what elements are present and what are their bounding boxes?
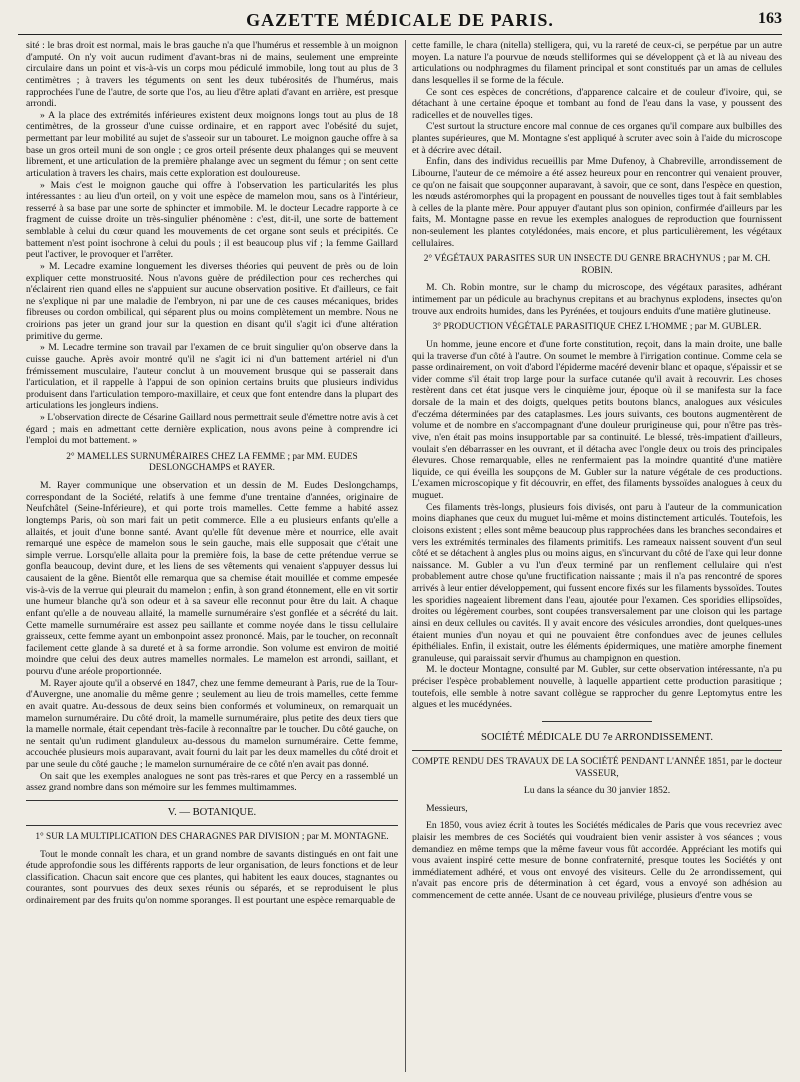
paragraph: C'est surtout la structure encore mal connue de ces organes qu'il compare aux bulbilles des plantes supérieures, que M. Montagne s'est appliqué à scruter avec soin à l'aide du microscope et à décrire avec détail.	[412, 121, 782, 156]
left-column	[26, 40, 398, 1076]
paragraph: » M. Lecadre termine son travail par l'examen de ce bruit singulier qu'on observe dans la cuisse gauche. Après avoir montré qu'il ne s'agit ici ni d'un battement artériel ni d'un frémissement musculaire, l'auteur conclut à un mouvement brusque qui se passerait dans l'articulation, et il rappelle à l'appui de son opinion certains bruits que plusieurs individus produisent dans l'articulation temporo-maxillaire, et ceux que font entendre dans la plupart des articulations les jongleurs indiens.	[26, 342, 398, 412]
page-header	[18, 8, 782, 34]
section-heading-chara: 1° SUR LA MULTIPLICATION DES CHARAGNES PAR DIVISION ; par M. MONTAGNE.	[35, 831, 389, 842]
section-heading-botanique: V. — BOTANIQUE.	[167, 806, 257, 818]
paragraph: M. Rayer communique une observation et un dessin de M. Eudes Deslongchamps, correspondant de la Société, relatifs à une femme d'une trentaine d'années, originaire de Neufchâtel (Seine-Inférieure), et qui porte trois mamelles. Cette femme a habité assez longtemps Paris, où son mari fait un petit commerce. Elle a eu plusieurs enfants qu'elle a allaités, et jouit d'une bonne santé. Avant qu'elle fût devenue mère et nourrice, elle avait remarqué une espèce de mamelon sous le sein gauche, mais elle supposait que c'était une simple verrue. Lorsqu'elle allaita pour la première fois, la base de cette prétendue verrue se gonfla beaucoup, devint dure, et les liens de ses vêtements qui venaient s'appuyer dessus lui causaient de la gêne. Bientôt elle remarqua que sa chemise était mouillée et comme empesée vis-à-vis de la verrue qui pleurait du mamelon ; enfin, à son grand étonnement, elle en vit sortir une humeur blanche qu'à son odeur et à sa saveur elle reconnut pour être du lait. A chaque enfant qu'elle a de nouveau allaité, la mamelle surnuméraire s'est gonflée et a sécrété du lait. Cette mamelle surnuméraire est assez peu saillante et comme noyée dans le tissu cellulaire graisseux, cette femme ayant un embonpoint assez prononcé. Mais, par le toucher, on reconnaît facilement cette glande à sa dureté et à sa forme arrondie. Son volume est environ de moitié moindre que celui des deux autres mamelles normales. Le mamelon est arrondi, saillant, et pourvu d'une aréole proportionnée.	[26, 480, 398, 678]
salutation: Messieurs,	[426, 802, 468, 814]
paragraph: Ce sont ces espèces de concrétions, d'apparence calcaire et de couleur d'ivoire, qui, se détachant à une certaine époque et tombant au fond de l'eau dans la vase, y poussent des radicelles et de nouvelles tiges.	[412, 86, 782, 121]
paragraph: M. Rayer ajoute qu'il a observé en 1847, chez une femme demeurant à Paris, rue de la Tour-d'Auvergne, une anomalie du même genre ; seulement au lieu de trois mamelles, cette femme en avait quatre. Au-dessous de deux seins bien conformés et volumineux, on remarquait un mamelon surnuméraire. Du côté droit, la mamelle surnuméraire, plus petite des deux tiers que la mamelle normale, était cependant très-facile à reconnaître par le toucher. Du côté gauche, on ne sentait qu'un rudiment glanduleux au-dessous du mamelon surnuméraire. Cette femme, accouchée plusieurs mois auparavant, avait fourni du lait par les deux mamelles du côté droit et par une seule du côté gauche ; le mamelon surnuméraire de ce côté n'en avait pas donné.	[26, 677, 398, 771]
paragraph: » L'observation directe de Césarine Gaillard nous permettrait seule d'émettre notre avis à cet égard ; mais en admettant cette dernière explication, nous avons peine à comprendre ici l'emploi du mot battement. »	[26, 412, 398, 447]
paragraph: Enfin, dans des individus recueillis par Mme Dufenoy, à Chabreville, arrondissement de Libourne, l'auteur de ce mémoire a été assez heureux pour en rencontrer qui venaient prouver, ce qu'on ne faisait que soupçonner auparavant, à savoir, que ce sont, dans l'espèce en question, les nœuds astéromorphes qui la propagent en poussant de nouvelles tiges tout à fait semblables à celles de la plante mère. Pour appuyer d'autant plus son opinion, confirmée d'ailleurs par les faits, M. Montagne passe en revue les exemples analogues de reproduction que fournissent non-seulement les plantes cotylédonées, mais encore, et plus particulièrement, les végétaux cellulaires.	[412, 156, 782, 249]
header-rule	[18, 34, 782, 35]
paragraph: M. le docteur Montagne, consulté par M. Gubler, sur cette observation intéressante, n'a pu préciser l'espèce probablement nouvelle, à laquelle appartient cette production parasitique ; toutefois, elle semble à notre savant collègue se rapprocher du genre Leptomytus entre les algues et les mucédynées.	[412, 664, 782, 711]
paragraph: cette famille, le chara (nitella) stelligera, qui, vu la rareté de ceux-ci, se perpétue par un autre moyen. La nature l'a pourvue de nœuds stelliformes qui se développent çà et là au niveau des articulations ou nodphragmes du filament principal et sont constitués par un amas de cellules dans lesquelles il se forme de la fécule.	[412, 40, 782, 86]
section-rule	[26, 800, 398, 801]
paragraph: On sait que les exemples analogues ne sont pas très-rares et que Percy en a rassemblé un assez grand nombre dans son mémoire sur les femmes multimammes.	[26, 770, 398, 794]
report-heading: COMPTE RENDU DES TRAVAUX DE LA SOCIÉTÉ PENDANT L'ANNÉE 1851, par le docteur VASSEUR,	[412, 756, 782, 779]
paragraph: » A la place des extrémités inférieures existent deux moignons longs tout au plus de 18 centimètres, de la grosseur d'une cuisse ordinaire, et en rapport avec l'obésité du sujet, permettant par leur mobilité au sujet de s'asseoir sur un tabouret. Le moignon gauche offre à sa base un gros orteil muni de son ongle ; ce gros orteil présente deux phalanges qui se meuvent librement, et une articulation de la première phalange avec un segment du fémur ; on sent cette articulation à travers les chairs, mais cette exploration est douloureuse.	[26, 109, 398, 179]
paragraph: Un homme, jeune encore et d'une forte constitution, reçoit, dans la main droite, une balle qui la traverse d'un côté à l'autre. On soumet le membre à l'irrigation continue. Comme cela se passe ordinairement, on voit d'abord l'épiderme macéré devenir blanc et opaque, s'épaissir et se vider comme s'il était trop large pour la surface cutanée qu'il avait à recouvrir. Les choses restèrent dans cet état jusque vers le cinquième jour, époque où il se manifesta sur la face dorsale de la main et des doigts, quelques petits boutons blancs, analogues aux vésicules d'eczéma déterminées par des cataplasmes. Les jours suivants, ces boutons augmentèrent de volume et de nombre en s'accompagnant d'une douleur prurigineuse qui, pour n'être pas très-vive, n'en était pas moins insupportable par sa continuité. Le blessé, très-impatient d'ailleurs, voulait s'en débarrasser en les ouvrant, et il détacha avec l'ongle deux ou trois des principales élevures. Chose remarquable, elles ne renfermaient pas la moindre quantité d'une matière liquide, ce qui éveilla les soupçons de M. Gubler sur la nature végétale de ces productions. L'examen microscopique y fit découvrir, en effet, des filaments byssoïdes analogues à ceux du muguet.	[412, 338, 782, 502]
paragraph: sité : le bras droit est normal, mais le bras gauche n'a que l'humérus et ressemble à un moignon d'amputé. On n'y voit aucun rudiment d'avant-bras ni de mains, seulement une empreinte circulaire dans un point et vis-à-vis un corps mou pédiculé immobile, long tout au plus de 3 centimètres ; à travers les téguments on sent les deux tubérosités de l'humérus, mais rapprochées l'une de l'autre, de sorte que l'os, au lieu d'être aplati d'avant en arrière, est presque arrondi.	[26, 40, 398, 110]
section-heading-mamelles: 2° MAMELLES SURNUMÉRAIRES CHEZ LA FEMME ; par MM. EUDES DESLONGCHAMPS et RAYER.	[66, 451, 358, 474]
section-rule	[26, 825, 398, 826]
paragraph: Tout le monde connaît les chara, et un grand nombre de savants distingués en ont fait une étude approfondie sous les différents rapports de leur organisation, de leurs fonctions et de leur classification. Chacun sait encore que ces plantes, qui habitent les eaux douces, stagnantes ou courantes, sont pourvues des deux sexes réunis ou séparés, et se reproduisent le plus ordinairement par des fruits qu'on nomme sporanges. Il est pourtant une espèce remarquable de	[26, 848, 398, 907]
paragraph: » Mais c'est le moignon gauche qui offre à l'observation les particularités les plus intéressantes : au lieu d'un orteil, on y voit une espèce de mamelon mou, sans os à l'intérieur, resserré à sa base par une sorte de sphincter et immobile. M. le docteur Lecadre rapporte à ce fragment de cuisse droite un très-singulier phénomène : c'est, dit-il, une sorte de battement semblable à celui du cœur quand les mouvements de cet organe sont seuls et précipités. Ce battement n'est point isochrone à celui du pouls ; il est beaucoup plus vif ; la femme Gaillard peut l'activer, le provoquer et l'arrêter.	[26, 179, 398, 261]
section-separator	[542, 721, 652, 722]
journal-title: GAZETTE MÉDICALE DE PARIS.	[246, 10, 554, 30]
paragraph: M. Ch. Robin montre, sur le champ du microscope, des végétaux parasites, adhérant intimement par un pédicule au brachynus crepitans et au brachynus explodens, insectes qu'on trouve aux endroits humides, dans les Pyrénées, et toujours enduits d'une matière glutineuse.	[412, 282, 782, 317]
section-rule	[412, 750, 782, 751]
paragraph: » M. Lecadre examine longuement les diverses théories qui peuvent de près ou de loin expliquer cette monstruosité. Nous n'avons guère de prédilection pour ces recherches qui n'éclairent rien quand elles ne s'appuient sur aucune observation positive. Et d'ailleurs, ce fait ne s'explique ni par une maladie de l'embryon, ni par une de ces causes mécaniques, brides fibreuses ou cordon ombilical, qui séparent plus ou moins complètement un membre. Nous ne croirions pas jeter un grand jour sur la question en disant qu'il s'agit ici d'une altération primitive du germe.	[26, 260, 398, 342]
page-number: 163	[758, 10, 782, 27]
reading-date: Lu dans la séance du 30 janvier 1852.	[523, 785, 671, 797]
paragraph: Ces filaments très-longs, plusieurs fois divisés, ont paru à l'auteur de la communication moins diaphanes que ceux du muguet lui-même et moins distinctement articulés. Toutefois, les cloisons existent ; elles sont même beaucoup plus rapprochées dans les branches secondaires et vers les extrémités terminales des filaments primitifs. Les rameaux naissent souvent d'un seul côté et se détachent à angles plus ou moins aigus, en s'incurvant du côté de l'axe qui leur donne naissance. M. Gubler a vu l'un d'eux terminé par un renflement cellulaire qui n'est probablement autre chose qu'une fructification naissante ; mais il n'a pas rencontré de spores arrivés à leur entier développement, qui fussent encore fixés sur les filaments byssoïdes. Toutes les sporidies nageaient librement dans l'eau, ajoutée pour l'examen. Ces sporidies ellipsoïdes, droites ou légèrement courbes, sont coupées transversalement par une cloison qui les partage ainsi en deux cellules ou cavités. Il y avait encore des vésicules arrondies, dont quelques-unes étaient munies d'un noyau et qui ne pouvaient être confondues avec de jeunes cellules épithéliales. Enfin, il existait, outre les éléments épidermiques, une matière amorphe finement granuleuse, qui paraissait servir d'humus au champignon en question.	[412, 501, 782, 664]
column-divider	[405, 40, 406, 1072]
section-heading-production: 3° PRODUCTION VÉGÉTALE PARASITIQUE CHEZ L'HOMME ; par M. GUBLER.	[432, 322, 762, 333]
section-heading-societe: SOCIÉTÉ MÉDICALE DU 7e ARRONDISSEMENT.	[481, 731, 713, 743]
section-heading-vegetaux: 2° VÉGÉTAUX PARASITES SUR UN INSECTE DU GENRE BRACHYNUS ; par M. CH. ROBIN.	[423, 254, 771, 276]
right-column	[412, 40, 782, 1076]
paragraph: En 1850, vous aviez écrit à toutes les Sociétés médicales de Paris que vous recevriez avec plaisir les membres de ces Sociétés qui voudraient bien venir assister à vos séances ; vous demandiez en même temps que la même faveur vous fût accordée. Appréciant les motifs qui vous avaient inspiré cette mesure de bonne confraternité, presque toutes les Sociétés y ont immédiatement adhéré, et vous ont envoyé des visiteurs. Celle du 2e arrondissement, qui n'avait pas encore pris de détermination à cet égard, vous a envoyé son adhésion au commencement de cette année. Usant de ce nouveau privilége, plusieurs d'entre vous se	[412, 820, 782, 902]
